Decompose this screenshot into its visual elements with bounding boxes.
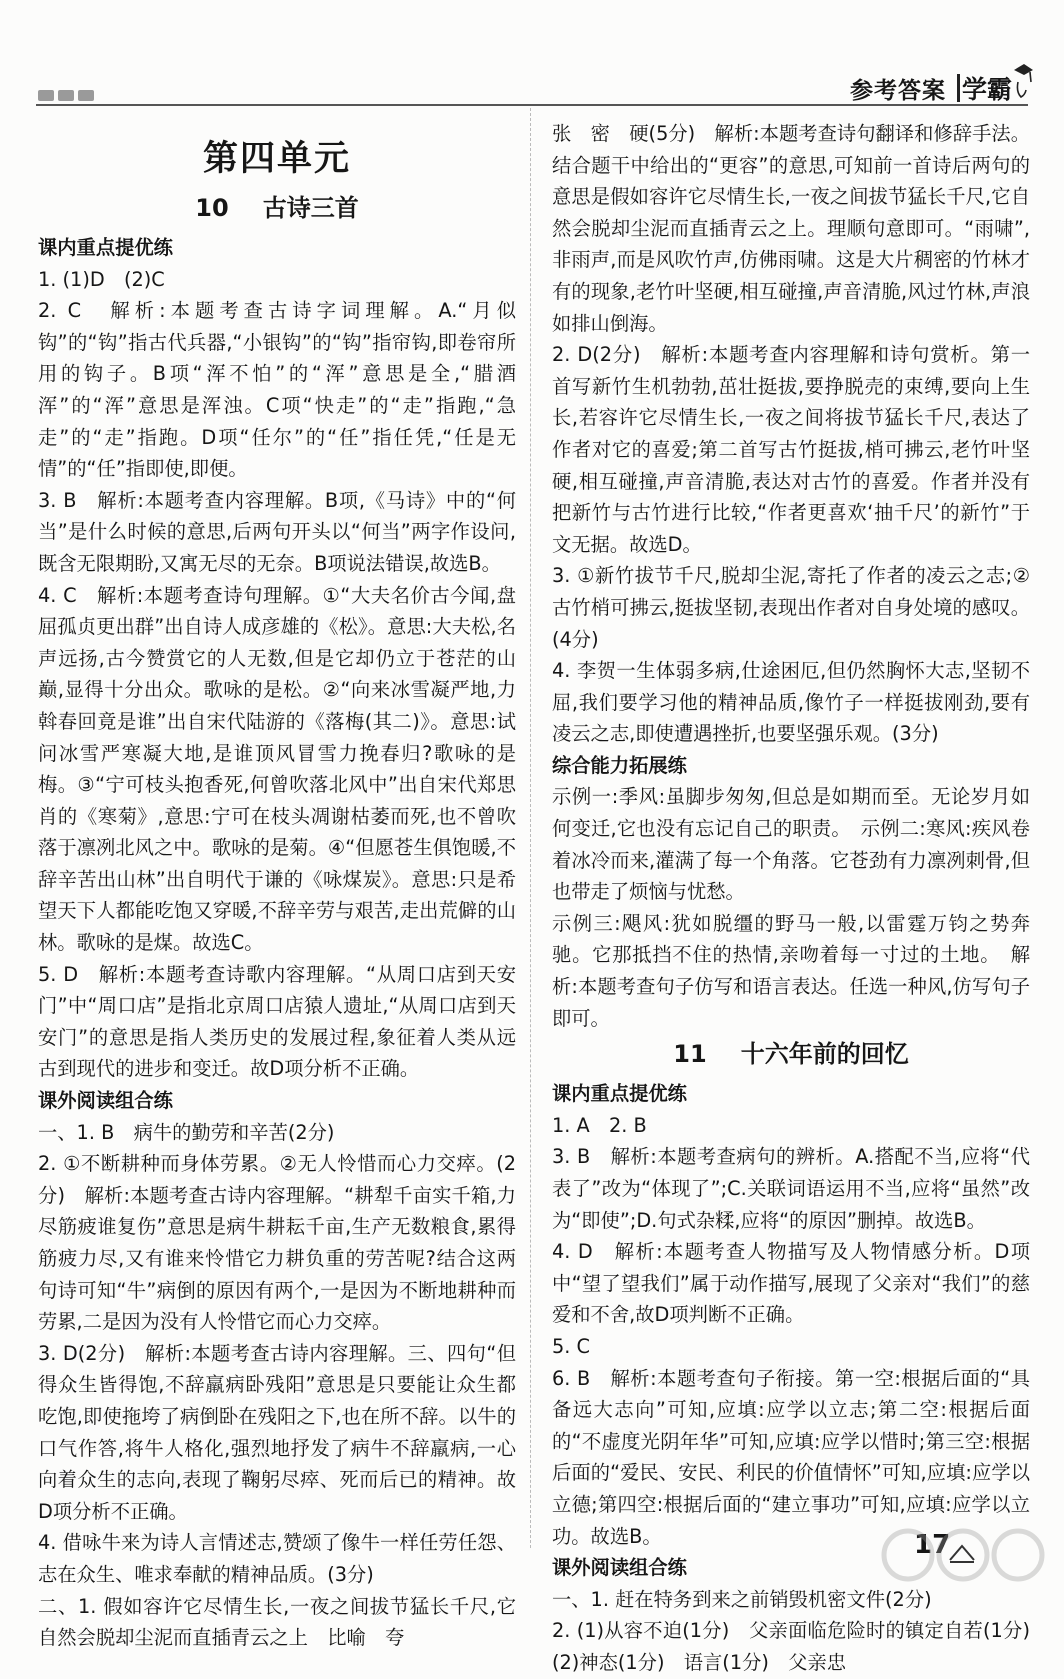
header-label: 参考答案: [850, 78, 946, 104]
lesson-title: [552, 1034, 1030, 1074]
answer-paragraph: 示例一:季风:虽脚步匆匆,但总是如期而至。无论岁月如何变迁,它也没有忘记自己的职责。 示例二:寒风:疾风卷着冰冷而来,灌满了每一个角落。它苍劲有力凛冽刺骨,但也带走了烦恼与忧愁。: [552, 785, 1030, 904]
answer-paragraph: 6. B 解析:本题考查句子衔接。第一空:根据后面的“具备远大志向”可知,应填:应学以立志;第二空:根据后面的“不虚度光阴年华”可知,应填:应学以惜时;第三空:根据后面的“爱民、安民、利民的价值情怀”可知,应填:应学以立德;第四空:根据后面的“建立事功”可知,应填:应学以立功。故选B。: [552, 1366, 1030, 1548]
answer-paragraph: 1. (1)D (2)C: [38, 267, 165, 291]
page-number: 17: [914, 1530, 951, 1560]
answer-paragraph: 2. ①不断耕种而身体劳累。②无人怜惜而心力交瘁。(2分) 解析:本题考查古诗内容理解。“耕犁千亩实千箱,力尽筋疲谁复伤”意思是病牛耕耘千亩,生产无数粮食,累得筋疲力尽,又有谁来怜惜它力耕负重的劳苦呢?结合这两句诗可知“牛”病倒的原因有两个,一是因为不断地耕种而劳累,二是因为没有人怜惜它而心力交瘁。: [38, 1152, 516, 1334]
answer-paragraph: 3. D(2分) 解析:本题考查古诗内容理解。三、四句“但得众生皆得饱,不辞羸病卧残阳”意思是只要能让众生都吃饱,即使拖垮了病倒卧在残阳之下,也在所不辞。以牛的口气作答,将牛人格化,强烈地抒发了病牛不辞羸病,一心向着众生的志向,表现了鞠躬尽瘁、死而后已的精神。故D项分析不正确。: [38, 1341, 516, 1523]
answer-paragraph: 4. D 解析:本题考查人物描写及人物情感分析。D项中“望了望我们”属于动作描写,展现了父亲对“我们”的慈爱和不舍,故D项判断不正确。: [552, 1240, 1030, 1327]
section-heading: 课外阅读组合练: [38, 1089, 173, 1113]
answer-paragraph: 4. C 解析:本题考查诗句理解。①“大夫名价古今闻,盘屈孤贞更出群”出自诗人成彦雄的《松》。意思:大夫松,名声远扬,古今赞赏它的人无数,但是它却仍立于苍茫的山巅,显得十分出众。歌咏的是松。②“向来冰雪凝严地,力斡春回竟是谁”出自宋代陆游的《落梅(其二)》。意思:试问冰雪严寒凝大地,是谁顶风冒雪力挽春归?歌咏的是梅。③“宁可枝头抱香死,何曾吹落北风中”出自宋代郑思肖的《寒菊》,意思:宁可在枝头凋谢枯萎而死,也不曾吹落于凛冽北风之中。歌咏的是菊。④“但愿苍生俱饱暖,不辞辛苦出山林”出自明代于谦的《咏煤炭》。意思:只是希望天下人都能吃饱又穿暖,不辞辛劳与艰苦,走出荒僻的山林。歌咏的是煤。故选C。: [38, 583, 516, 955]
answer-paragraph: 3. B 解析:本题考查病句的辨析。A.搭配不当,应将“代表了”改为“体现了”;C.关联词语运用不当,应将“虽然”改为“即使”;D.句式杂糅,应将“的原因”删掉。故选B。: [552, 1145, 1030, 1232]
answer-paragraph: 一、1. B 病牛的勤劳和辛苦(2分): [38, 1120, 335, 1144]
header-rule: [36, 104, 1028, 106]
header-decoration: [38, 90, 94, 101]
lesson-number: 11: [673, 1040, 707, 1069]
section-heading: 课外阅读组合练: [552, 1556, 687, 1580]
answer-paragraph: 3. ①新竹拔节千尺,脱却尘泥,寄托了作者的凌云之志;②古竹梢可拂云,挺拔坚韧,表现出作者对自身处境的感叹。(4分): [552, 564, 1030, 651]
header-separator: [957, 74, 960, 102]
left-column: [38, 112, 516, 1654]
right-column: [552, 118, 1050, 1679]
decor-block: [78, 90, 94, 101]
answer-paragraph: 2. (1)从容不迫(1分) 父亲面临危险时的镇定自若(1分) (2)神态(1分) 语言(1分) 父亲忠: [552, 1619, 1050, 1674]
lesson-name: 古诗三首: [262, 194, 359, 222]
page-header: [0, 0, 1064, 104]
answer-paragraph: 一、1. 赶在特务到来之前销毁机密文件(2分): [552, 1587, 932, 1611]
watermark-logo: [868, 1525, 1058, 1600]
answer-paragraph: 二、1. 假如容许它尽情生长,一夜之间拔节猛长千尺,它自然会脱却尘泥而直插青云之上 比喻 夸: [38, 1594, 516, 1650]
decor-block: [38, 90, 54, 101]
decor-block: [58, 90, 74, 101]
lesson-number: 10: [195, 194, 229, 222]
answer-paragraph: 3. B 解析:本题考查内容理解。B项,《马诗》中的“何当”是什么时候的意思,后两句开头以“何当”两字作设问,既含无限期盼,又寓无尽的无奈。B项说法错误,故选B。: [38, 488, 516, 575]
answer-paragraph: 4. 借咏牛来为诗人言情述志,赞颂了像牛一样任劳任怨、志在众生、唯求奉献的精神品质。(3分): [38, 1531, 516, 1586]
lesson-title: [38, 188, 516, 228]
answer-paragraph: 4. 李贺一生体弱多病,仕途困厄,但仍然胸怀大志,坚韧不屈,我们要学习他的精神品质,像竹子一样挺拔刚劲,要有凌云之志,即使遭遇挫折,也要坚强乐观。(3分): [552, 659, 1030, 746]
answer-paragraph: 5. D 解析:本题考查诗歌内容理解。“从周口店到天安门”中“周口店”是指北京周口店猿人遗址,“从周口店到天安门”的意思是指人类历史的发展过程,象征着人类从远古到现代的进步和变迁。故D项分析不正确。: [38, 962, 516, 1081]
answer-paragraph: 5. C: [552, 1334, 590, 1358]
lesson-name: 十六年前的回忆: [740, 1040, 909, 1069]
answer-paragraph: 示例三:飓风:犹如脱缰的野马一般,以雷霆万钧之势奔驰。它那抵挡不住的热情,亲吻着每一寸过的土地。 解析:本题考查句子仿写和语言表达。任选一种风,仿写句子即可。: [552, 911, 1030, 1030]
header-brand: 学霸: [961, 75, 1012, 104]
column-divider: [530, 108, 531, 1548]
answer-paragraph: 张 密 硬(5分) 解析:本题考查诗句翻译和修辞手法。结合题干中给出的“更容”的意思,可知前一首诗后两句的意思是假如容许它尽情生长,一夜之间拔节猛长千尺,它自然会脱却尘泥而直插青云之上。理顺句意即可。“雨啸”,非雨声,而是风吹竹声,仿佛雨啸。这是大片稠密的竹林才有的现象,老竹叶坚硬,相互碰撞,声音清脆,风过竹林,声浪如排山倒海。: [552, 122, 1030, 335]
section-heading: 课内重点提优练: [552, 1082, 687, 1106]
graduation-cap-icon: [1012, 62, 1034, 98]
section-heading: 综合能力拓展练: [552, 753, 687, 777]
section-heading: 课内重点提优练: [38, 236, 173, 259]
answer-paragraph: 2. C 解析:本题考查古诗字词理解。A.“月似钩”的“钩”指古代兵器,“小银钩”的“钩”指帘钩,即卷帘所用的钩子。B项“浑不怕”的“浑”意思是全,“腊酒浑”的“浑”意思是浑浊。C项“快走”的“走”指跑,“急走”的“走”指跑。D项“任尔”的“任”指任凭,“任是无情”的“任”指即使,即便。: [38, 299, 516, 481]
unit-title: 第四单元: [202, 139, 351, 179]
answer-paragraph: 2. D(2分) 解析:本题考查内容理解和诗句赏析。第一首写新竹生机勃勃,茁壮挺拔,要挣脱売的束缚,要向上生长,若容许它尽情生长,一夜之间将拔节猛长千尺,表达了作者对它的喜爱;第二首写古竹挺拔,梢可拂云,老竹叶坚硬,相互碰撞,声音清脆,表达对古竹的喜爱。作者并没有把新竹与古竹进行比较,“作者更喜欢‘抽千尺’的新竹”于文无据。故选D。: [552, 343, 1030, 556]
answer-paragraph: 1. A 2. B: [552, 1113, 647, 1137]
